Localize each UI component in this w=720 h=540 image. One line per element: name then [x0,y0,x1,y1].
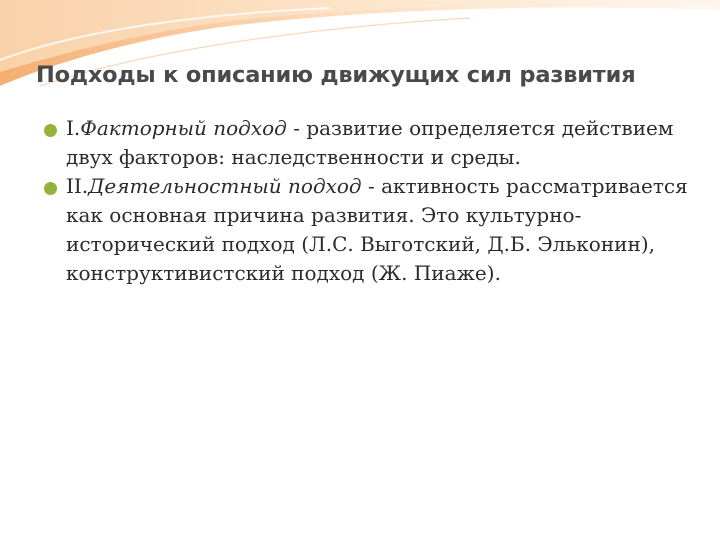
bullet-dot-icon [44,182,57,195]
bullet-item-activity [40,172,700,288]
bullet-description: - развитие определяется действием двух факторов: наследственности и среды. [66,116,674,169]
slide-title: Подходы к описанию движущих сил развития [36,62,636,88]
bullet-number: I. [66,116,81,140]
bullet-term: Факторный подход [80,116,287,140]
bullet-text [66,114,700,172]
bullet-term: Деятельностный подход [88,174,362,198]
bullet-dot-icon [44,124,57,137]
bullet-text [66,172,700,288]
bullet-description: - активность рассматривается как основная причина развития. Это культурно-исторический подход (Л.С. Выготский, Д.Б. Эльконин), конструктивистский подход (Ж. Пиаже). [66,174,688,285]
bullet-list [40,114,700,288]
bullet-number: II. [66,174,89,198]
bullet-item-factor [40,114,700,172]
